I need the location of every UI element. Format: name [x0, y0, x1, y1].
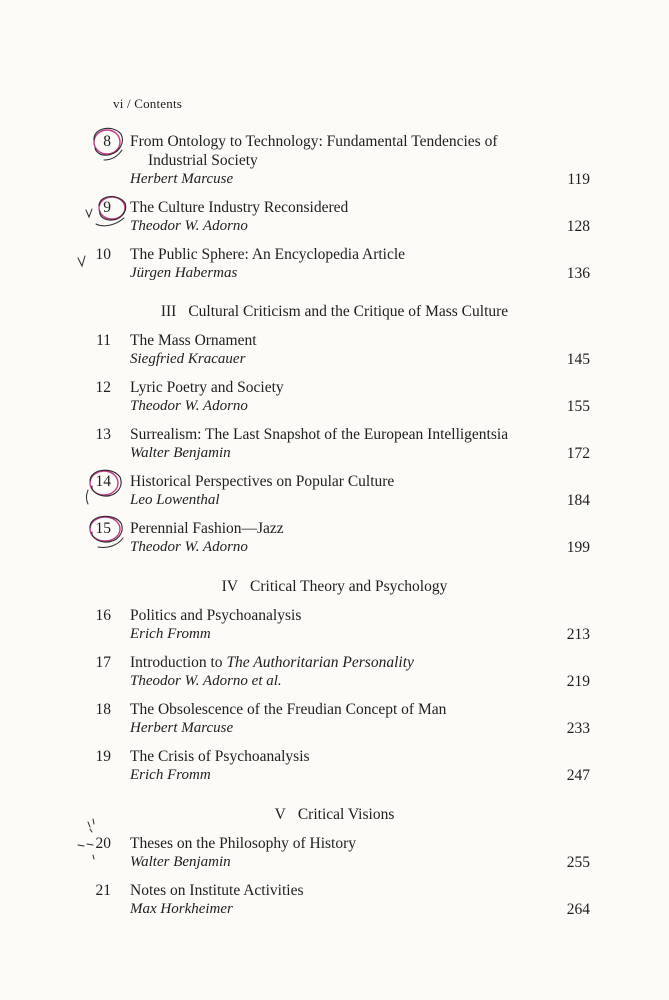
entry-author: Max Horkheimer: [130, 901, 233, 917]
section-roman: V: [274, 806, 286, 823]
entry-page: 128: [566, 218, 590, 235]
entry-number: 18: [95, 701, 111, 718]
entry-page: 247: [566, 767, 590, 784]
entry-page: 213: [566, 626, 590, 643]
entry-title-prefix: Introduction to: [130, 654, 227, 671]
entry-title-continued: Industrial Society: [148, 152, 258, 169]
entry-title: The Culture Industry Reconsidered: [130, 199, 349, 216]
entry-number: 9: [103, 199, 111, 216]
entry-author: Walter Benjamin: [130, 445, 231, 461]
entry-page: 119: [567, 171, 590, 188]
section-heading-iv: [0, 578, 669, 596]
entry-page: 255: [566, 854, 590, 871]
entry-page: 219: [566, 673, 590, 690]
entry-author: Erich Fromm: [130, 626, 211, 642]
entry-page: 264: [566, 901, 590, 918]
entry-title: Lyric Poetry and Society: [130, 379, 284, 396]
entry-author: Jürgen Habermas: [130, 265, 238, 281]
entry-page: 155: [566, 398, 590, 415]
entry-author: Theodor W. Adorno et al.: [130, 673, 282, 689]
entry-title: Notes on Institute Activities: [130, 882, 304, 899]
entry-title: The Crisis of Psychoanalysis: [130, 748, 310, 765]
entry-title: From Ontology to Technology: Fundamental Tendencies of: [130, 133, 498, 150]
entry-title: Perennial Fashion—Jazz: [130, 520, 284, 537]
entry-number: 14: [95, 473, 111, 490]
entry-number: 16: [95, 607, 111, 624]
entry-title: Theses on the Philosophy of History: [130, 835, 357, 852]
entry-author: Erich Fromm: [130, 767, 211, 783]
entry-number: 19: [95, 748, 111, 765]
entry-number: 13: [95, 426, 111, 443]
entry-title: Surrealism: The Last Snapshot of the European Intelligentsia: [130, 426, 509, 443]
entry-author: Leo Lowenthal: [130, 492, 220, 508]
entry-number: 10: [95, 246, 111, 263]
entry-page: 199: [566, 539, 590, 556]
entry-page: 184: [566, 492, 590, 509]
entry-number: 20: [95, 835, 111, 852]
entry-author: Theodor W. Adorno: [130, 398, 248, 414]
entry-author: Herbert Marcuse: [130, 171, 234, 187]
entry-number: 21: [95, 882, 111, 899]
entry-author: Herbert Marcuse: [130, 720, 234, 736]
entry-author: Theodor W. Adorno: [130, 539, 248, 555]
entry-number: 12: [95, 379, 111, 396]
entry-author: Theodor W. Adorno: [130, 218, 248, 234]
entry-number: 11: [96, 332, 111, 349]
entry-number: 8: [103, 133, 111, 150]
entry-page: 145: [566, 351, 590, 368]
section-heading-v: [0, 806, 669, 824]
section-title: Critical Visions: [297, 806, 395, 823]
entry-title-book: The Authoritarian Personality: [226, 654, 414, 671]
entry-page: 136: [566, 265, 590, 282]
section-heading-iii: [0, 303, 669, 321]
entry-page: 233: [566, 720, 590, 737]
entry-author: Walter Benjamin: [130, 854, 231, 870]
entry-author: Siegfried Kracauer: [130, 351, 246, 367]
section-roman: IV: [221, 578, 239, 595]
section-title: Critical Theory and Psychology: [250, 578, 448, 595]
entry-number: 15: [95, 520, 111, 537]
entry-title: The Obsolescence of the Freudian Concept of Man: [130, 701, 447, 718]
section-roman: III: [160, 303, 177, 320]
entry-title: Politics and Psychoanalysis: [130, 607, 302, 624]
running-header: vi / Contents: [113, 96, 183, 111]
entry-title: [130, 654, 414, 672]
entry-page: 172: [566, 445, 590, 462]
section-title: Cultural Criticism and the Critique of Mass Culture: [188, 303, 509, 320]
entry-title: The Mass Ornament: [130, 332, 257, 349]
entry-title: The Public Sphere: An Encyclopedia Article: [130, 246, 406, 263]
entry-title: Historical Perspectives on Popular Culture: [130, 473, 395, 490]
entry-number: 17: [95, 654, 111, 671]
